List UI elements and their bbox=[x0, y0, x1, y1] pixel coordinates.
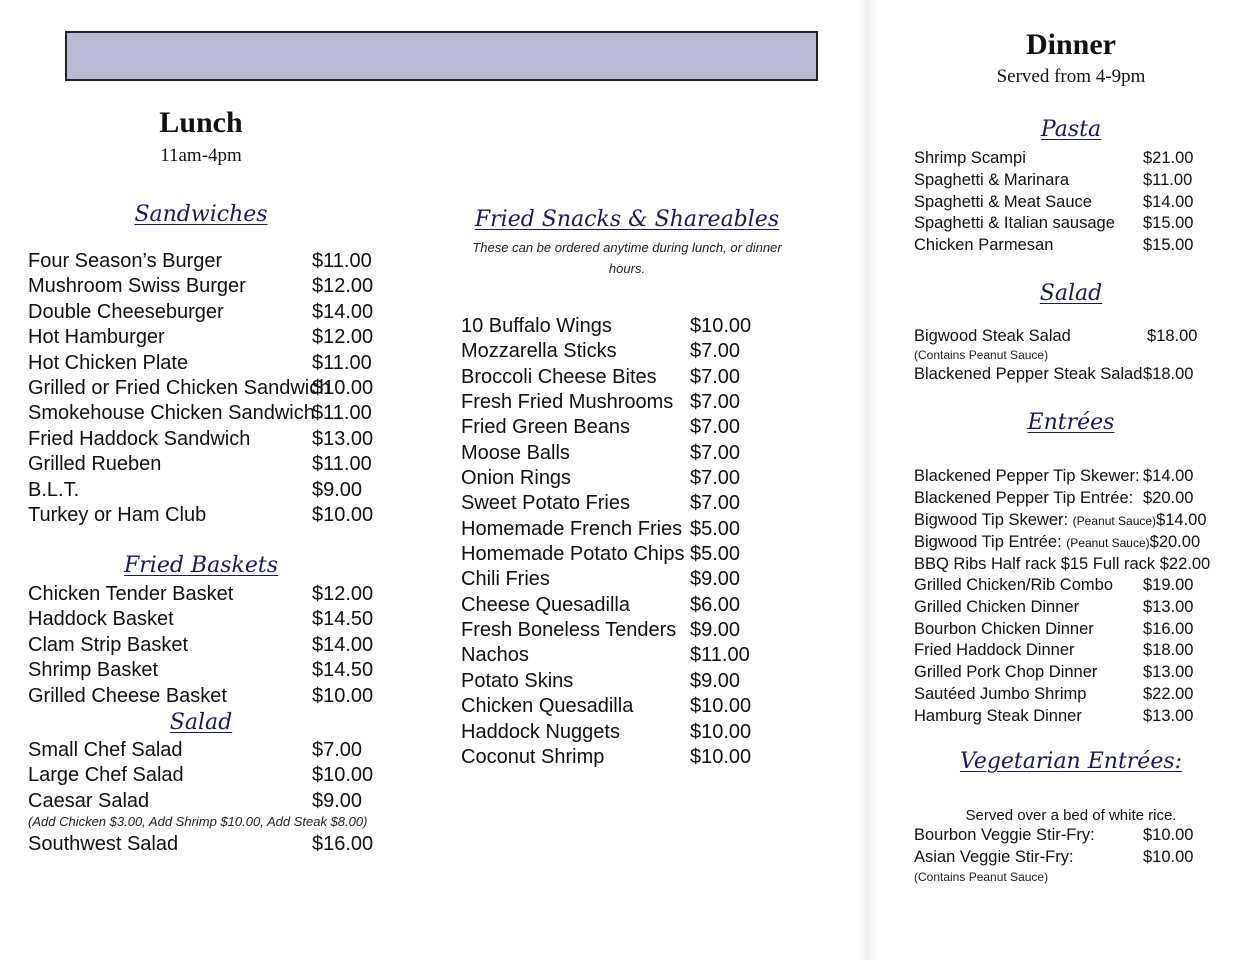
lunch-salad-heading: Salad bbox=[169, 710, 233, 735]
item-name: Mushroom Swiss Burger bbox=[28, 275, 246, 298]
item-price: $20.00 bbox=[1149, 533, 1201, 551]
item-price: $13.00 bbox=[1143, 706, 1194, 725]
item-name: Moose Balls bbox=[461, 441, 570, 464]
item-price: $6.00 bbox=[690, 593, 741, 616]
item-name: Bigwood Tip Entrée: bbox=[914, 533, 1062, 551]
item-price: $15.00 bbox=[1143, 214, 1194, 233]
page-fold bbox=[858, 0, 880, 960]
item-price: $11.00 bbox=[312, 351, 372, 374]
item-name: Grilled Chicken/Rib Combo bbox=[914, 576, 1113, 594]
item-price: $20.00 bbox=[1143, 488, 1194, 507]
item-price: $11.00 bbox=[312, 453, 372, 476]
item-name: Bigwood Steak Salad bbox=[914, 327, 1071, 345]
item-name: Grilled Cheese Basket bbox=[28, 684, 227, 707]
item-price: $7.00 bbox=[690, 365, 741, 388]
item-name: Onion Rings bbox=[461, 467, 572, 490]
item-price: $12.00 bbox=[312, 326, 374, 349]
item-name: Broccoli Cheese Bites bbox=[461, 365, 657, 388]
dinner-hours: Served from 4-9pm bbox=[996, 66, 1146, 87]
item-price: $10.00 bbox=[312, 684, 374, 707]
item-price: $16.00 bbox=[312, 833, 374, 855]
item-price: $7.00 bbox=[690, 492, 741, 515]
item-price: $10.00 bbox=[690, 745, 752, 768]
item-name: Homemade French Fries bbox=[461, 517, 683, 540]
item-name: Bourbon Chicken Dinner bbox=[914, 619, 1094, 638]
lunch-title: Lunch bbox=[159, 106, 243, 139]
item-name: Spaghetti & Meat Sauce bbox=[914, 192, 1092, 211]
item-name: Coconut Shrimp bbox=[461, 745, 605, 768]
rice-note: Served over a bed of white rice. bbox=[965, 807, 1177, 824]
item-name: Hot Chicken Plate bbox=[28, 351, 189, 374]
item-price: $9.00 bbox=[312, 789, 363, 812]
item-name: B.L.T. bbox=[28, 478, 80, 501]
item-name: Haddock Basket bbox=[28, 608, 174, 631]
item-name: Grilled Pork Chop Dinner bbox=[914, 663, 1098, 682]
item-name: Fresh Boneless Tenders bbox=[461, 619, 677, 642]
item-price: $9.00 bbox=[690, 568, 741, 591]
item-name: Sweet Potato Fries bbox=[461, 492, 630, 515]
item-price: $15.00 bbox=[1143, 236, 1194, 255]
item-price: $7.00 bbox=[690, 391, 741, 414]
peanut-sauce-note: (Peanut Sauce) bbox=[1066, 536, 1150, 550]
lunch-hours: 11am-4pm bbox=[160, 145, 242, 166]
item-price: $10.00 bbox=[1143, 847, 1194, 866]
item-price: $5.00 bbox=[690, 543, 741, 566]
item-price: $19.00 bbox=[1143, 576, 1194, 594]
item-price: $14.50 bbox=[312, 608, 374, 631]
item-name: Southwest Salad bbox=[28, 833, 179, 855]
item-name: 10 Buffalo Wings bbox=[461, 315, 612, 337]
snacks-note-line2: hours. bbox=[608, 261, 646, 276]
item-name: Turkey or Ham Club bbox=[28, 503, 207, 526]
item-price: $18.00 bbox=[1143, 365, 1194, 383]
snacks-heading: Fried Snacks & Shareables bbox=[474, 207, 780, 232]
item-name: Chicken Parmesan bbox=[914, 236, 1054, 255]
header-banner bbox=[65, 31, 818, 81]
item-price: $7.00 bbox=[690, 340, 741, 363]
item-name: Mozzarella Sticks bbox=[461, 340, 617, 363]
item-name: Grilled or Fried Chicken Sandwich bbox=[28, 376, 331, 399]
item-price: $16.00 bbox=[1143, 619, 1194, 638]
item-price: $21.00 bbox=[1143, 149, 1194, 167]
fried-baskets-heading: Fried Baskets bbox=[124, 553, 278, 578]
item-price: $13.00 bbox=[312, 427, 374, 450]
dinner-salad-heading: Salad bbox=[1039, 281, 1103, 306]
item-name: Fresh Fried Mushrooms bbox=[461, 391, 674, 414]
item-price: $7.00 bbox=[690, 467, 741, 490]
item-price: $9.00 bbox=[690, 619, 741, 642]
list-item bbox=[914, 365, 1194, 384]
peanut-sauce-note: (Contains Peanut Sauce) bbox=[914, 348, 1049, 362]
item-name: Bourbon Veggie Stir-Fry: bbox=[914, 826, 1095, 844]
item-name: Spaghetti & Italian sausage bbox=[914, 214, 1115, 233]
item-price: $18.00 bbox=[1147, 327, 1198, 345]
item-name: Bigwood Tip Skewer: bbox=[914, 511, 1069, 529]
bbq-ribs-item: BBQ Ribs Half rack $15 Full rack $22.00 bbox=[914, 555, 1211, 573]
item-price: $11.00 bbox=[312, 250, 372, 272]
item-price: $11.00 bbox=[690, 644, 750, 667]
item-price: $9.00 bbox=[690, 669, 741, 692]
item-name: Cheese Quesadilla bbox=[461, 593, 630, 616]
item-name: Hot Hamburger bbox=[28, 326, 165, 349]
item-name: Shrimp Scampi bbox=[914, 149, 1026, 167]
item-name: Blackened Pepper Steak Salad bbox=[914, 365, 1143, 383]
item-price: $14.50 bbox=[312, 659, 374, 682]
item-name: Chili Fries bbox=[461, 568, 550, 591]
item-name: Caesar Salad bbox=[28, 789, 150, 812]
item-name: Spaghetti & Marinara bbox=[914, 170, 1070, 189]
list-item bbox=[914, 511, 1207, 530]
item-name: Small Chef Salad bbox=[28, 739, 183, 761]
item-name: Asian Veggie Stir-Fry: bbox=[914, 847, 1074, 866]
item-name: Chicken Tender Basket bbox=[28, 583, 234, 605]
item-price: $12.00 bbox=[312, 583, 374, 605]
item-name: Hamburg Steak Dinner bbox=[914, 706, 1082, 725]
item-name: Four Season’s Burger bbox=[28, 250, 223, 272]
item-price: $10.00 bbox=[312, 764, 374, 787]
item-price: $10.00 bbox=[1143, 826, 1194, 844]
peanut-sauce-note: (Contains Peanut Sauce) bbox=[914, 870, 1049, 884]
item-price: $5.00 bbox=[690, 517, 741, 540]
item-price: $22.00 bbox=[1143, 684, 1194, 703]
item-price: $14.00 bbox=[1143, 192, 1194, 211]
list-item bbox=[914, 533, 1200, 552]
item-name: Fried Haddock Dinner bbox=[914, 641, 1075, 660]
item-name: Potato Skins bbox=[461, 669, 574, 692]
item-price: $10.00 bbox=[690, 720, 752, 743]
item-price: $7.00 bbox=[312, 739, 363, 761]
item-name: Shrimp Basket bbox=[28, 659, 159, 682]
item-price: $10.00 bbox=[312, 376, 374, 399]
item-price: $11.00 bbox=[312, 402, 372, 425]
item-price: $10.00 bbox=[690, 695, 752, 718]
entrees-heading: Entrées bbox=[1027, 410, 1115, 435]
item-name: Clam Strip Basket bbox=[28, 633, 189, 656]
item-name: Haddock Nuggets bbox=[461, 720, 620, 743]
list-item bbox=[914, 327, 1198, 346]
item-price: $14.00 bbox=[1143, 467, 1194, 485]
dinner-title: Dinner bbox=[1026, 28, 1116, 61]
item-price: $12.00 bbox=[312, 275, 374, 298]
item-price: $14.00 bbox=[312, 300, 374, 323]
item-price: $11.00 bbox=[1143, 170, 1193, 189]
item-name: Chicken Quesadilla bbox=[461, 695, 634, 718]
pasta-heading: Pasta bbox=[1040, 117, 1102, 142]
item-name: Blackened Pepper Tip Entrée: bbox=[914, 488, 1134, 507]
item-name: Large Chef Salad bbox=[28, 764, 184, 787]
sandwiches-heading: Sandwiches bbox=[134, 202, 268, 227]
item-name: Nachos bbox=[461, 644, 529, 667]
item-name: Fried Haddock Sandwich bbox=[28, 427, 251, 450]
item-price: $10.00 bbox=[312, 503, 374, 526]
item-name: Fried Green Beans bbox=[461, 416, 630, 439]
item-price: $7.00 bbox=[690, 441, 741, 464]
peanut-sauce-note: (Peanut Sauce) bbox=[1072, 514, 1157, 528]
item-name: Grilled Rueben bbox=[28, 453, 162, 476]
item-name: Sautéed Jumbo Shrimp bbox=[914, 684, 1087, 703]
item-price: $18.00 bbox=[1143, 641, 1194, 660]
item-price: $10.00 bbox=[690, 315, 752, 337]
item-name: Homemade Potato Chips bbox=[461, 543, 685, 566]
item-price: $14.00 bbox=[312, 633, 374, 656]
salad-addons-note: (Add Chicken $3.00, Add Shrimp $10.00, Add Steak $8.00) bbox=[28, 814, 368, 829]
item-name: Smokehouse Chicken Sandwich bbox=[28, 402, 315, 425]
snacks-note-line1: These can be ordered anytime during lunch, or dinner bbox=[472, 240, 782, 255]
item-name: Blackened Pepper Tip Skewer: bbox=[914, 467, 1140, 485]
item-price: $7.00 bbox=[690, 416, 741, 439]
item-name: Grilled Chicken Dinner bbox=[914, 597, 1080, 616]
item-price: $13.00 bbox=[1143, 597, 1194, 616]
item-price: $14.00 bbox=[1156, 511, 1207, 529]
item-name: Double Cheeseburger bbox=[28, 300, 224, 323]
item-price: $13.00 bbox=[1143, 663, 1194, 682]
vegetarian-heading: Vegetarian Entrées: bbox=[959, 749, 1183, 774]
item-price: $9.00 bbox=[312, 478, 363, 501]
